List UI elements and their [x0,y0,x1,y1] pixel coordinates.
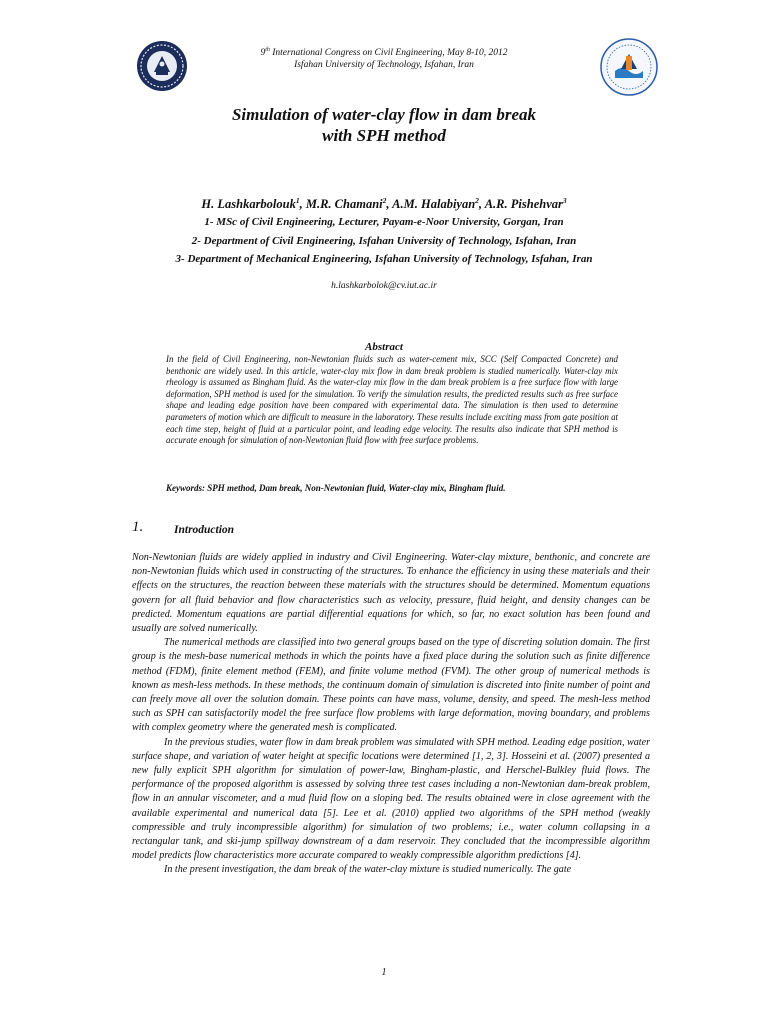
congress-ordinal: th [265,47,270,53]
section-title: Introduction [174,524,235,536]
author-separator: , [386,197,393,212]
congress-name: International Congress on Civil Engineering, May 8-10, 2012 [269,48,508,59]
paragraph: Non-Newtonian fluids are widely applied in industry and Civil Engineering. Water-clay mixture, benthonic, and concrete are non-Newtonian fluids which used in constructing of the structures. To enhance the efficiency in using these materials and their effects on the structures, the reaction between these materials with the structures should be determined. Momentum equations govern for all fluid behavior and flow characteristics such as velocity, pressure, fluid height, and density changes can be predicted. Momentum equations are partial differential equations for which, so far, no exact solution has been found and usually are solved numerically. [132,552,650,635]
paragraph: The numerical methods are classified into two general groups based on the type of discreting solution domain. The first group is the mesh-base numerical methods in which the points have a fixed place during the solution such as finite difference method (FDM), finite element method (FEM), and finite volume method (FVM). The other group of numerical methods is known as mesh-less methods. In these methods, the continuum domain of simulation is discreted into finite number of point and can freely move all over the solution domain. These points can have mass, volume, density, and speed. The mesh-less method such as SPH can satisfactorily model the free surface flow problems with large deformation, moving boundary, and problems with complex geometry where the generated mesh is complicated. [132,637,650,734]
author-email[interactable]: h.lashkarbolok@cv.iut.ac.ir [331,281,437,291]
author-name: A.M. Halabiyan [392,197,476,212]
title-line-2: with SPH method [322,126,446,145]
author-separator: , [299,197,306,212]
author-affil-mark: 3 [562,196,567,205]
author-affil-mark: 1 [295,196,300,205]
affiliation-1: 1- MSc of Civil Engineering, Lecturer, Payam-e-Noor University, Gorgan, Iran [204,216,564,228]
introduction-body [132,551,650,878]
author-name: A.R. Pishehvar [484,197,563,212]
author-name: M.R. Chamani [305,197,383,212]
paragraph: In the present investigation, the dam break of the water-clay mixture is studied numerically. The gate [164,864,572,876]
author-affil-mark: 2 [475,196,479,205]
keywords: Keywords: SPH method, Dam break, Non-Newtonian fluid, Water-clay mix, Bingham fluid. [166,483,506,493]
author-name: H. Lashkarbolouk [201,197,296,212]
abstract-text: In the field of Civil Engineering, non-Newtonian fluids such as water-cement mix, SCC (Self Compacted Concrete) and benthonic are widely used. In this article, water-clay mix flow in dam break problem is studied numerically. Water-clay mix rheology is assumed as Bingham fluid. As the water-clay mix flow in the dam break problem is a free surface flow with large deformation, SPH method is used for the simulation. To verify the simulation results, the predicted results such as free surface shape and leading edge position have been compared with experimental data. The simulation is then used to determine parameters of motion which are difficult to measure in the laboratory. These results include exciting mass from gate position at each time step, height of fluid at a particular point, and leading edge velocity. The results also indicate that SPH method is accurate enough for simulation of non-Newtonian fluid flow with free surface problems. [166,354,618,446]
congress-number: 9 [260,48,266,59]
author-list [0,196,768,212]
affiliation-2: 2- Department of Civil Engineering, Isfahan University of Technology, Isfahan, Iran [191,235,577,247]
author-separator: , [478,197,485,212]
section-number: 1. [132,519,144,535]
paper-title [0,104,768,146]
paragraph: In the previous studies, water flow in dam break problem was simulated with SPH method. Leading edge position, water surface shape, and variation of water height at specific locations were determined [1, 2, 3]. Hosseini et al. (2007) presented a new fully explicit SPH algorithm for simulation of power-law, Bingham-plastic, and Herschel-Bulkley fluid flows. The performance of the proposed algorithm is assessed by solving three test cases including a non-Newtonian dam-break problem, flow in an annular viscometer, and a mud fluid flow on a sloping bed. The results obtained were in close agreement with the available experimental and numerical data [5]. Lee et al. (2010) applied two algorithms of the SPH method (weakly compressible and truly incompressible algorithm) for simulation of two problems; i.e., water column collapsing in a rectangular tank, and ski-jump spillway downstream of a dam reservoir. They concluded that the incompressible algorithm model predicts flow characteristics more accurate compared to weakly compressible algorithm predictions [4]. [132,736,650,862]
congress-header [0,44,768,71]
author-affil-mark: 2 [382,196,387,205]
page-number: 1 [381,967,387,978]
congress-university: Isfahan University of Technology, Isfahan, Iran [294,60,474,71]
title-line-1: Simulation of water-clay flow in dam break [231,105,537,124]
affiliation-3: 3- Department of Mechanical Engineering, Isfahan University of Technology, Isfahan, Iran [175,253,593,265]
congress-line [0,44,768,59]
abstract-heading: Abstract [365,341,403,353]
